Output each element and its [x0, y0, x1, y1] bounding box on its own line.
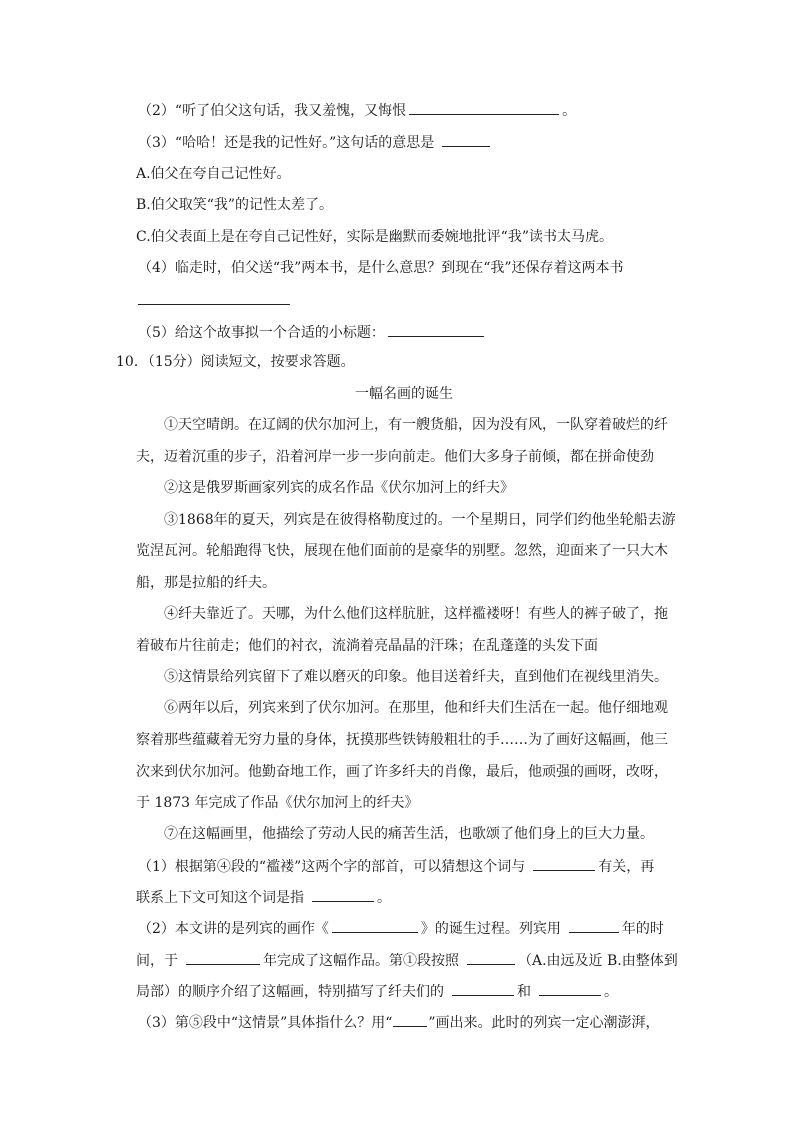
q10-sub3-text-a: （3）第⑤段中“这情景”具体指什么？用“ [138, 1015, 393, 1031]
q10-sub3-text-b: ”画出来。此时的列宾一定心潮澎湃， [428, 1015, 660, 1031]
answer-blank[interactable] [539, 981, 601, 996]
q10-sub2-text-h: 和 [517, 984, 531, 1000]
passage-p7-line1: ⑦在这幅画里，他描绘了劳动人民的痛苦生活，也歌颂了他们身上的巨大力量。 [164, 826, 654, 842]
q10-sub2-text-b: 》的诞生过程。列宾用 [420, 921, 561, 937]
q10-sub1-line1 [138, 856, 654, 877]
q10-sub1-text-c: 联系上下文可知这个词是指 [136, 890, 304, 906]
q10-sub2-line1 [138, 918, 664, 939]
q9-sub4: （4）临走时，伯父送“我”两本书，是什么意思？到现在“我”还保存着这两本书 [138, 260, 624, 276]
q10-sub2-text-g: 局部）的顺序介绍了这幅画，特别描写了纤夫们的 [136, 984, 444, 1000]
q10-sub2-end: 。 [604, 984, 618, 1000]
q10-sub2-text-f: （A.由远及近 B.由整体到 [518, 953, 678, 969]
q10-sub1-line2 [136, 887, 391, 908]
answer-blank[interactable] [312, 887, 374, 902]
answer-blank[interactable] [442, 132, 490, 147]
passage-p3-line2: 览涅瓦河。轮船跑得飞快，展现在他们面前的是豪华的别墅。忽然，迎面来了一只大木 [136, 543, 668, 559]
q10-sub2-text-c: 年的时 [621, 921, 664, 937]
answer-blank[interactable] [332, 918, 418, 933]
answer-blank[interactable] [467, 950, 515, 965]
q9-option-c: C.伯父表面上是在夸自己记性好，实际是幽默而委婉地批评“我”读书太马虎。 [136, 229, 613, 245]
q9-sub5 [138, 322, 487, 343]
q10-sub2-line2 [136, 950, 678, 971]
q9-sub2-text: （2）“听了伯父这句话，我又羞愧，又悔恨 [138, 103, 407, 119]
passage-p5-line1: ⑤这情景给列宾留下了难以磨灭的印象。他目送着纤夫，直到他们在视线里消失。 [164, 669, 668, 685]
q9-sub2-end: 。 [562, 103, 577, 119]
passage-p6-line4: 于 1873 年完成了作品《伏尔加河上的纤夫》 [136, 795, 419, 811]
q10-sub1-text-a: （1）根据第④段的“褴褛”这两个字的部首，可以猜想这个词与 [138, 859, 526, 875]
passage-p2-line1: ②这是俄罗斯画家列宾的成名作品《伏尔加河上的纤夫》 [164, 480, 514, 496]
q10-sub1-text-b: 有关，再 [598, 859, 655, 875]
answer-blank[interactable] [452, 981, 514, 996]
q9-sub3 [138, 132, 493, 153]
passage-p6-line1: ⑥两年以后，列宾来到了伏尔加河。在那里，他和纤夫们生活在一起。他仔细地观 [164, 700, 668, 716]
passage-p3-line1: ③1868年的夏天，列宾是在彼得格勒度过的。一个星期日，同学们约他坐轮船去游 [164, 512, 676, 528]
q10-sub2-text-e: 年完成了这幅作品。第①段按照 [263, 953, 459, 969]
answer-blank[interactable] [533, 856, 595, 871]
answer-blank[interactable] [138, 290, 290, 305]
answer-blank[interactable] [186, 950, 260, 965]
passage-p6-line2: 察着那些蕴藏着无穷力量的身体，抚摸那些铁铸般粗壮的手……为了画好这幅画，他三 [136, 732, 668, 748]
q9-sub2 [138, 100, 576, 121]
passage-p4-line1: ④纤夫靠近了。天哪，为什么他们这样肮脏，这样褴褛呀！有些人的裤子破了，拖 [164, 606, 668, 622]
q10-sub2-text-a: （2）本文讲的是列宾的画作《 [138, 921, 329, 937]
passage-title: 一幅名画的诞生 [355, 386, 453, 402]
q9-option-a: A.伯父在夸自己记性好。 [136, 166, 291, 182]
passage-p3-line3: 船，那是拉船的纤夫。 [136, 575, 276, 591]
q9-option-b: B.伯父取笑“我”的记性太差了。 [136, 197, 334, 213]
answer-blank[interactable] [393, 1012, 427, 1027]
answer-blank[interactable] [388, 322, 484, 337]
q10-sub2-line3 [136, 981, 618, 1002]
answer-blank[interactable] [409, 100, 559, 115]
q9-sub5-text: （5）给这个故事拟一个合适的小标题： [138, 325, 385, 341]
passage-p6-line3: 次来到伏尔加河。他勤奋地工作，画了许多纤夫的肖像，最后，他顽强的画呀，改呀， [136, 764, 668, 780]
q10-sub1-end: 。 [377, 890, 391, 906]
q10-sub2-text-d: 间，于 [136, 953, 178, 969]
passage-p1-line2: 夫，迈着沉重的步子，沿着河岸一步一步向前走。他们大多身子前倾，都在拼命使劲 [136, 449, 654, 465]
passage-p4-line2: 着破布片往前走；他们的衬衣，流淌着亮晶晶的汗珠；在乱蓬蓬的头发下面 [136, 638, 598, 654]
q10-header: 10．（15分）阅读短文，按要求答题。 [116, 354, 355, 370]
q10-sub3-line1 [138, 1012, 660, 1033]
answer-blank[interactable] [569, 918, 619, 933]
q9-sub3-text: （3）“哈哈！还是我的记性好。”这句话的意思是 [138, 135, 435, 151]
q9-sub4-answer [138, 290, 290, 311]
passage-p1-line1: ①天空晴朗。在辽阔的伏尔加河上，有一艘货船，因为没有风，一队穿着破烂的纤 [164, 417, 668, 433]
